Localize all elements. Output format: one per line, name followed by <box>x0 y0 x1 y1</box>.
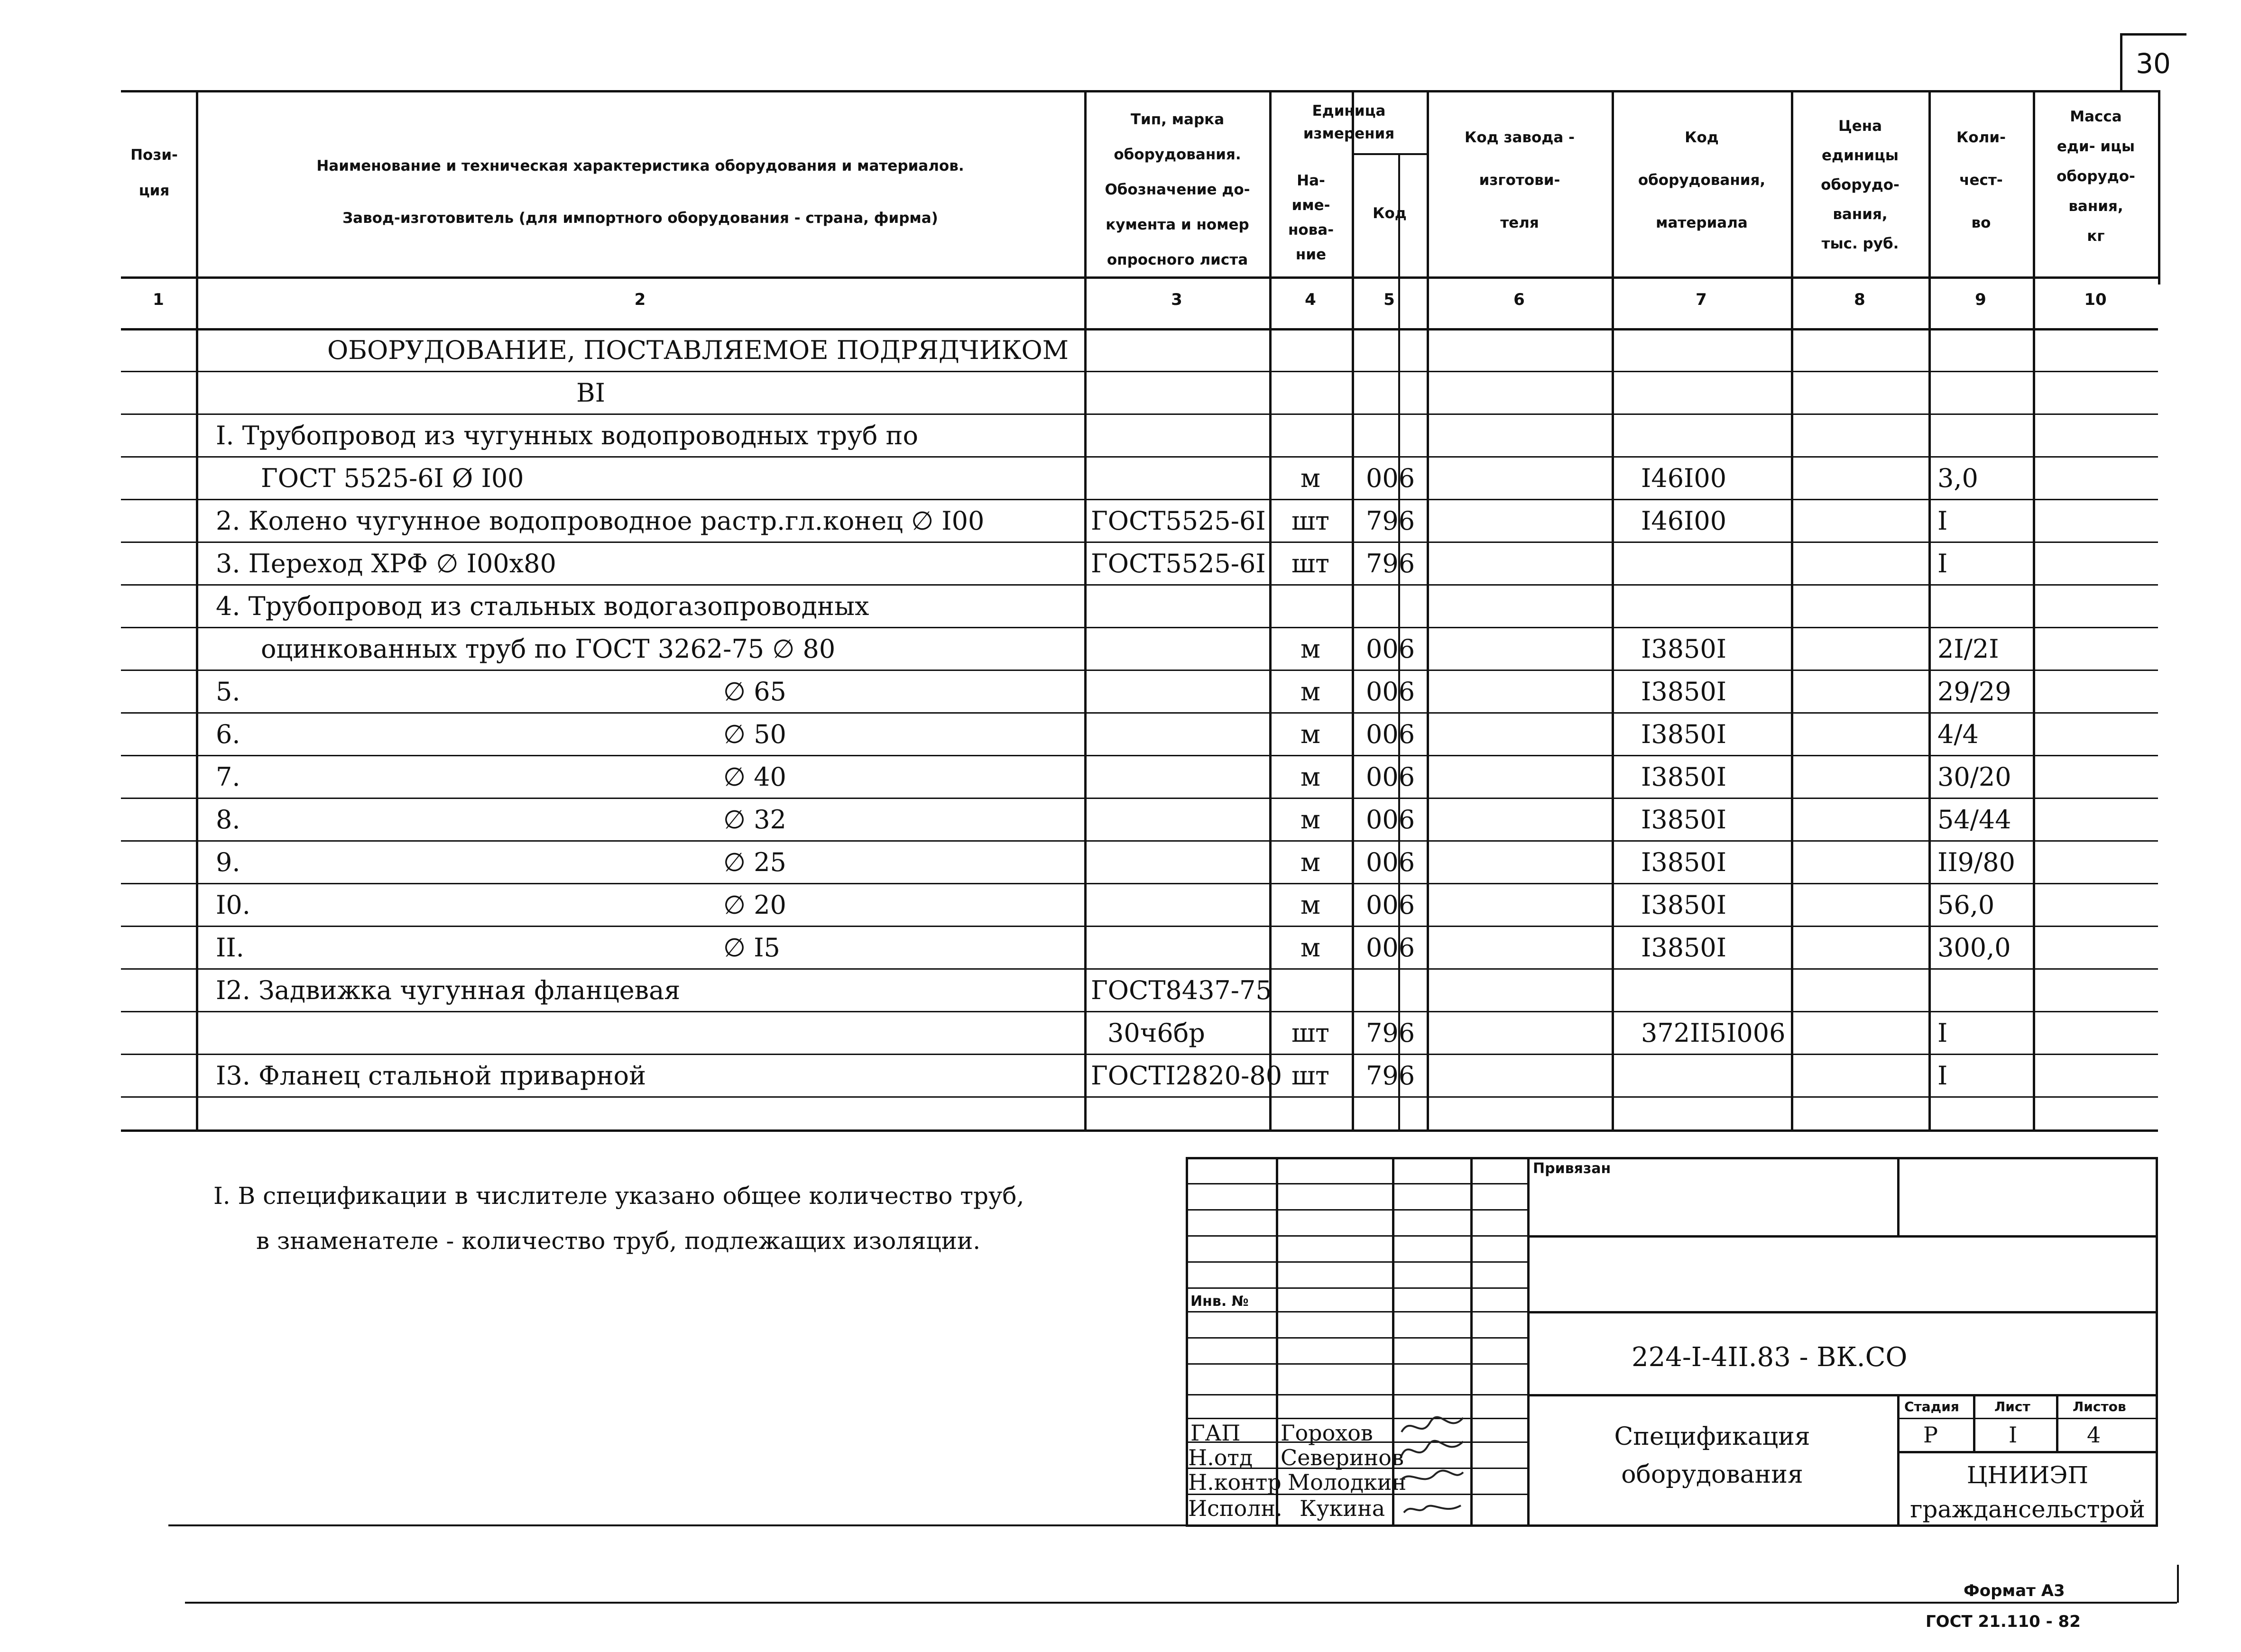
item-material-code: I3850I <box>1641 677 1727 707</box>
sheet-value: I <box>2009 1422 2018 1448</box>
item-unit-code: 006 <box>1366 847 1415 877</box>
item-type: ГОСТ5525-6I <box>1091 506 1266 536</box>
item-name: 9. <box>216 847 240 877</box>
colnum-6: 6 <box>1513 290 1525 309</box>
organization: ЦНИИЭП граждансельстрой <box>1910 1461 2145 1523</box>
item-diameter: ∅ 20 <box>723 890 786 920</box>
colnum-1: 1 <box>153 290 164 309</box>
item-unit: шт <box>1291 549 1330 578</box>
signature-nkontr <box>1397 1463 1468 1491</box>
item-name: 8. <box>216 805 240 835</box>
item-unit: шт <box>1291 506 1330 536</box>
name-ispoln: Кукина <box>1300 1496 1385 1521</box>
note-line-1: I. В спецификации в числителе указано общее количество труб, <box>213 1182 1024 1210</box>
colnum-8: 8 <box>1854 290 1865 309</box>
item-material-code: I3850I <box>1641 762 1727 792</box>
role-notd: Н.отд <box>1188 1445 1253 1470</box>
colnum-3: 3 <box>1171 290 1182 309</box>
header-col2: Наименование и техническая характеристика оборудования и материалов. Завод-изготовитель (для импортного оборудования - страна, фирма) <box>316 157 964 227</box>
privyazan-label: Привязан <box>1533 1160 1611 1177</box>
item-material-code: I3850I <box>1641 634 1727 664</box>
item-quantity: 2I/2I <box>1937 634 1999 664</box>
item-unit: м <box>1300 933 1320 963</box>
notes <box>213 1174 1024 1264</box>
header-col4: На- име- нова- ние <box>1288 172 1334 263</box>
item-name: I2. Задвижка чугунная фланцевая <box>216 975 681 1005</box>
item-unit-code: 006 <box>1366 677 1415 707</box>
item-name: 4. Трубопровод из стальных водогазопроводных <box>216 591 869 621</box>
item-material-code: I3850I <box>1641 805 1727 835</box>
inv-no-label: Инв. № <box>1190 1293 1249 1310</box>
item-unit: м <box>1300 890 1320 920</box>
footer-gost: ГОСТ 21.110 - 82 <box>1926 1612 2081 1631</box>
colnum-2: 2 <box>634 290 646 309</box>
item-name: оцинкованных труб по ГОСТ 3262-75 ∅ 80 <box>261 634 836 664</box>
item-quantity: 300,0 <box>1937 933 2011 963</box>
item-diameter: ∅ 25 <box>723 847 786 877</box>
item-material-code: I3850I <box>1641 933 1727 963</box>
item-diameter: ∅ 65 <box>723 677 786 707</box>
signature-notd <box>1397 1437 1468 1465</box>
colnum-9: 9 <box>1975 290 1986 309</box>
item-unit: м <box>1300 805 1320 835</box>
role-ispoln: Исполн. <box>1188 1496 1282 1521</box>
item-quantity: I <box>1937 549 1948 578</box>
name-gap: Горохов <box>1281 1420 1373 1446</box>
table-top-border <box>121 90 2158 92</box>
item-type: 30ч6бр <box>1107 1018 1205 1048</box>
sheets-label: Листов <box>2073 1399 2126 1414</box>
role-nkontr: Н.контр <box>1188 1469 1282 1495</box>
item-unit-code: 006 <box>1366 805 1415 835</box>
colnum-10: 10 <box>2084 290 2107 309</box>
item-name: 2. Колено чугунное водопроводное растр.гл.конец ∅ I00 <box>216 506 985 536</box>
sheet-title: Спецификация оборудования <box>1614 1423 1810 1489</box>
header-col3: Тип, марка оборудования. Обозначение до- кумента и номер опросного листа <box>1105 111 1250 268</box>
item-diameter: ∅ 50 <box>723 719 786 749</box>
item-type: ГОСТ8437-75 <box>1091 975 1272 1005</box>
name-notd: Северинов <box>1281 1445 1404 1470</box>
item-material-code: I3850I <box>1641 719 1727 749</box>
item-unit: м <box>1300 847 1320 877</box>
sheet-label: Лист <box>1994 1399 2030 1414</box>
header-col1: Пози- ция <box>130 147 178 199</box>
item-diameter: ∅ 40 <box>723 762 786 792</box>
item-quantity: 29/29 <box>1937 677 2011 707</box>
item-unit-code: 006 <box>1366 634 1415 664</box>
item-unit-code: 006 <box>1366 890 1415 920</box>
item-name: 3. Переход ХРФ ∅ I00х80 <box>216 549 556 578</box>
item-unit-code: 796 <box>1366 1061 1415 1091</box>
item-unit: м <box>1300 762 1320 792</box>
item-unit-code: 006 <box>1366 719 1415 749</box>
item-name: 6. <box>216 719 240 749</box>
item-name: I3. Фланец стальной приварной <box>216 1061 646 1091</box>
item-unit-code: 796 <box>1366 549 1415 578</box>
colnum-5: 5 <box>1383 290 1395 309</box>
footer-format: Формат А3 <box>1964 1581 2065 1600</box>
item-material-code: 372II5I006 <box>1641 1018 1786 1048</box>
item-unit: м <box>1300 719 1320 749</box>
item-quantity: 3,0 <box>1937 463 1978 493</box>
item-type: ГОСТ5525-6I <box>1091 549 1266 578</box>
item-name: 7. <box>216 762 240 792</box>
item-quantity: I <box>1937 506 1948 536</box>
header-col10: Масса еди- ицы оборудо- вания, кг <box>2057 108 2135 245</box>
item-material-code: I46I00 <box>1641 506 1727 536</box>
item-name: ГОСТ 5525-6I Ø I00 <box>261 463 524 493</box>
colnum-7: 7 <box>1696 290 1707 309</box>
item-name: 5. <box>216 677 240 707</box>
role-gap: ГАП <box>1190 1420 1241 1446</box>
colnum-4: 4 <box>1305 290 1316 309</box>
item-unit: м <box>1300 463 1320 493</box>
note-line-2: в знаменателе - количество труб, подлежащих изоляции. <box>256 1227 981 1255</box>
header-col6: Код завода - изготови- теля <box>1465 129 1575 231</box>
doc-code: 224-I-4II.83 - ВК.СО <box>1632 1342 1908 1373</box>
item-unit-code: 796 <box>1366 506 1415 536</box>
item-name: I. Трубопровод из чугунных водопроводных труб по <box>216 421 919 450</box>
item-name: BI <box>576 378 606 408</box>
item-unit: м <box>1300 634 1320 664</box>
header-col9: Коли- чест- во <box>1956 129 2006 231</box>
header-col8: Цена единицы оборудо- вания, тыс. руб. <box>1821 118 1900 252</box>
item-quantity: II9/80 <box>1937 847 2015 877</box>
item-unit-code: 006 <box>1366 933 1415 963</box>
header-unit-group: Единица измерения <box>1303 102 1395 142</box>
item-unit-code: 006 <box>1366 762 1415 792</box>
item-type: ГОСТI2820-80 <box>1091 1061 1282 1091</box>
item-name: II. <box>216 933 244 963</box>
item-quantity: 30/20 <box>1937 762 2011 792</box>
item-material-code: I3850I <box>1641 890 1727 920</box>
item-unit-code: 796 <box>1366 1018 1415 1048</box>
item-material-code: I46I00 <box>1641 463 1727 493</box>
header-col5: Код <box>1373 205 1407 222</box>
signature-ispoln <box>1397 1494 1468 1522</box>
sheets-value: 4 <box>2087 1422 2101 1448</box>
name-nkontr: Молодкин <box>1288 1469 1407 1495</box>
item-unit: шт <box>1291 1061 1330 1091</box>
page-number: 30 <box>2136 47 2171 80</box>
item-quantity: 4/4 <box>1937 719 1979 749</box>
item-quantity: I <box>1937 1061 1948 1091</box>
header-col7: Код оборудования, материала <box>1638 129 1766 231</box>
item-quantity: 56,0 <box>1937 890 1995 920</box>
item-quantity: 54/44 <box>1937 805 2011 835</box>
item-material-code: I3850I <box>1641 847 1727 877</box>
item-name: ОБОРУДОВАНИЕ, ПОСТАВЛЯЕМОЕ ПОДРЯДЧИКОМ <box>327 335 1069 365</box>
item-unit-code: 006 <box>1366 463 1415 493</box>
item-quantity: I <box>1937 1018 1948 1048</box>
item-unit: м <box>1300 677 1320 707</box>
item-name: I0. <box>216 890 250 920</box>
stage-value: Р <box>1923 1422 1938 1448</box>
item-diameter: ∅ 32 <box>723 805 786 835</box>
item-unit: шт <box>1291 1018 1330 1048</box>
item-diameter: ∅ I5 <box>723 933 780 963</box>
stage-label: Стадия <box>1904 1399 1959 1414</box>
